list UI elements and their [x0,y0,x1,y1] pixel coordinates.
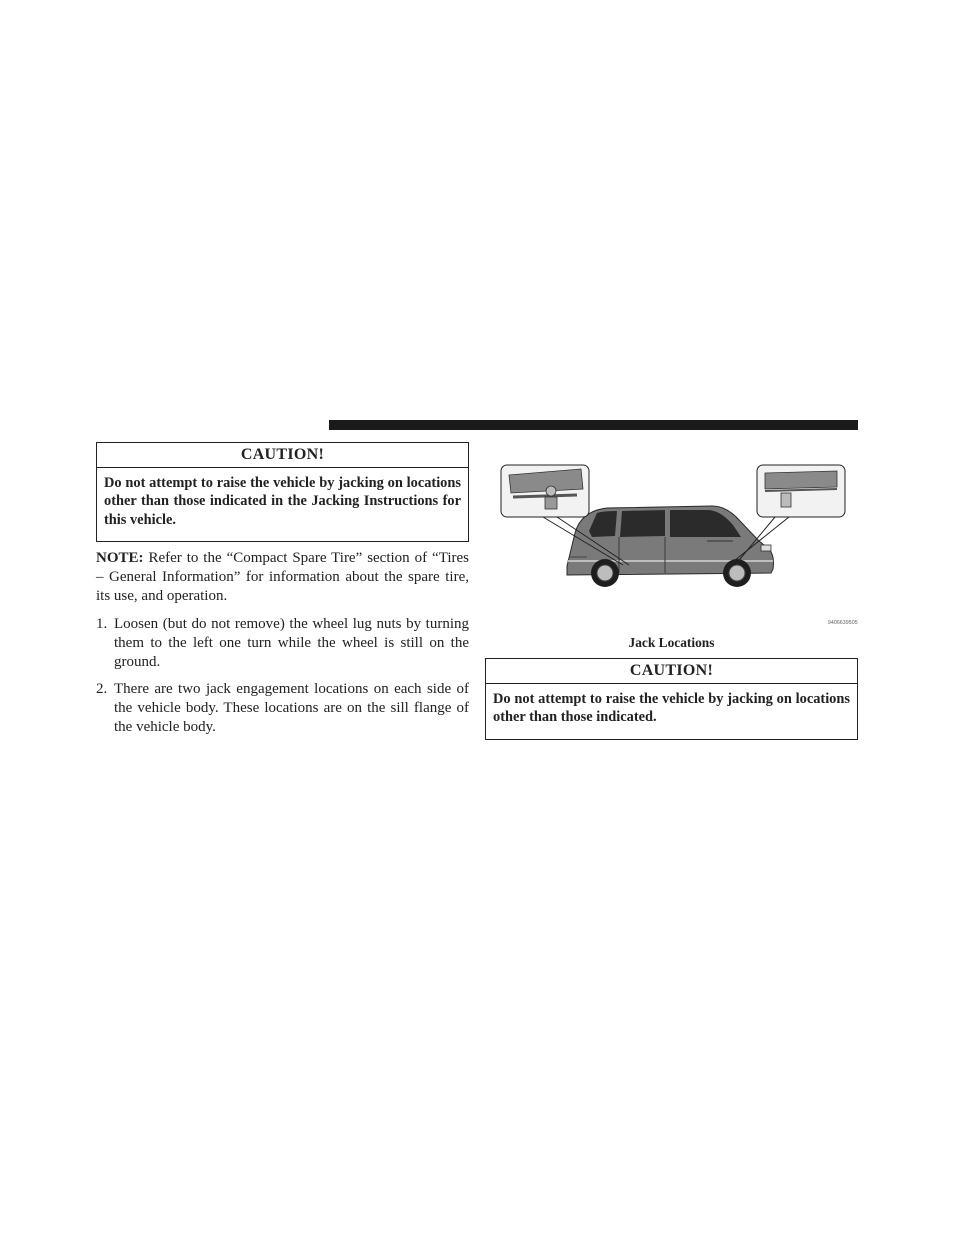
caution-box-left [96,442,469,542]
figure-code: 9406639505 [828,620,858,626]
step-item-1 [96,615,469,672]
figure-caption: Jack Locations [628,635,715,650]
step-text: There are two jack engagement locations on each side of the vehicle body. These locations are on the sill flange of the vehicle body. [114,681,469,735]
section-header-bar [329,420,858,430]
caution-title: CAUTION! [97,443,468,468]
caution-box-right [485,658,858,740]
step-text: Loosen (but do not remove) the wheel lug nuts by turning them to the left one turn while the wheel is still on the ground. [114,616,469,670]
step-item-2 [96,680,469,737]
note-paragraph [96,549,469,606]
caution-text: Do not attempt to raise the vehicle by jacking on locations other than those indicated. [493,691,850,726]
caution-title: CAUTION! [486,659,857,684]
step-number: 1. [96,616,108,632]
note-text: Refer to the “Compact Spare Tire” section of “Tires – General Information” for information about the spare tire, its use, and operation. [96,550,469,604]
step-number: 2. [96,681,108,697]
minivan-illustration [567,506,774,587]
caution-text: Do not attempt to raise the vehicle by jacking on locations other than those indicated in the Jacking Instructions for this vehicle. [104,475,461,528]
jack-locations-illustration [497,461,857,631]
note-label: NOTE: [96,550,144,566]
